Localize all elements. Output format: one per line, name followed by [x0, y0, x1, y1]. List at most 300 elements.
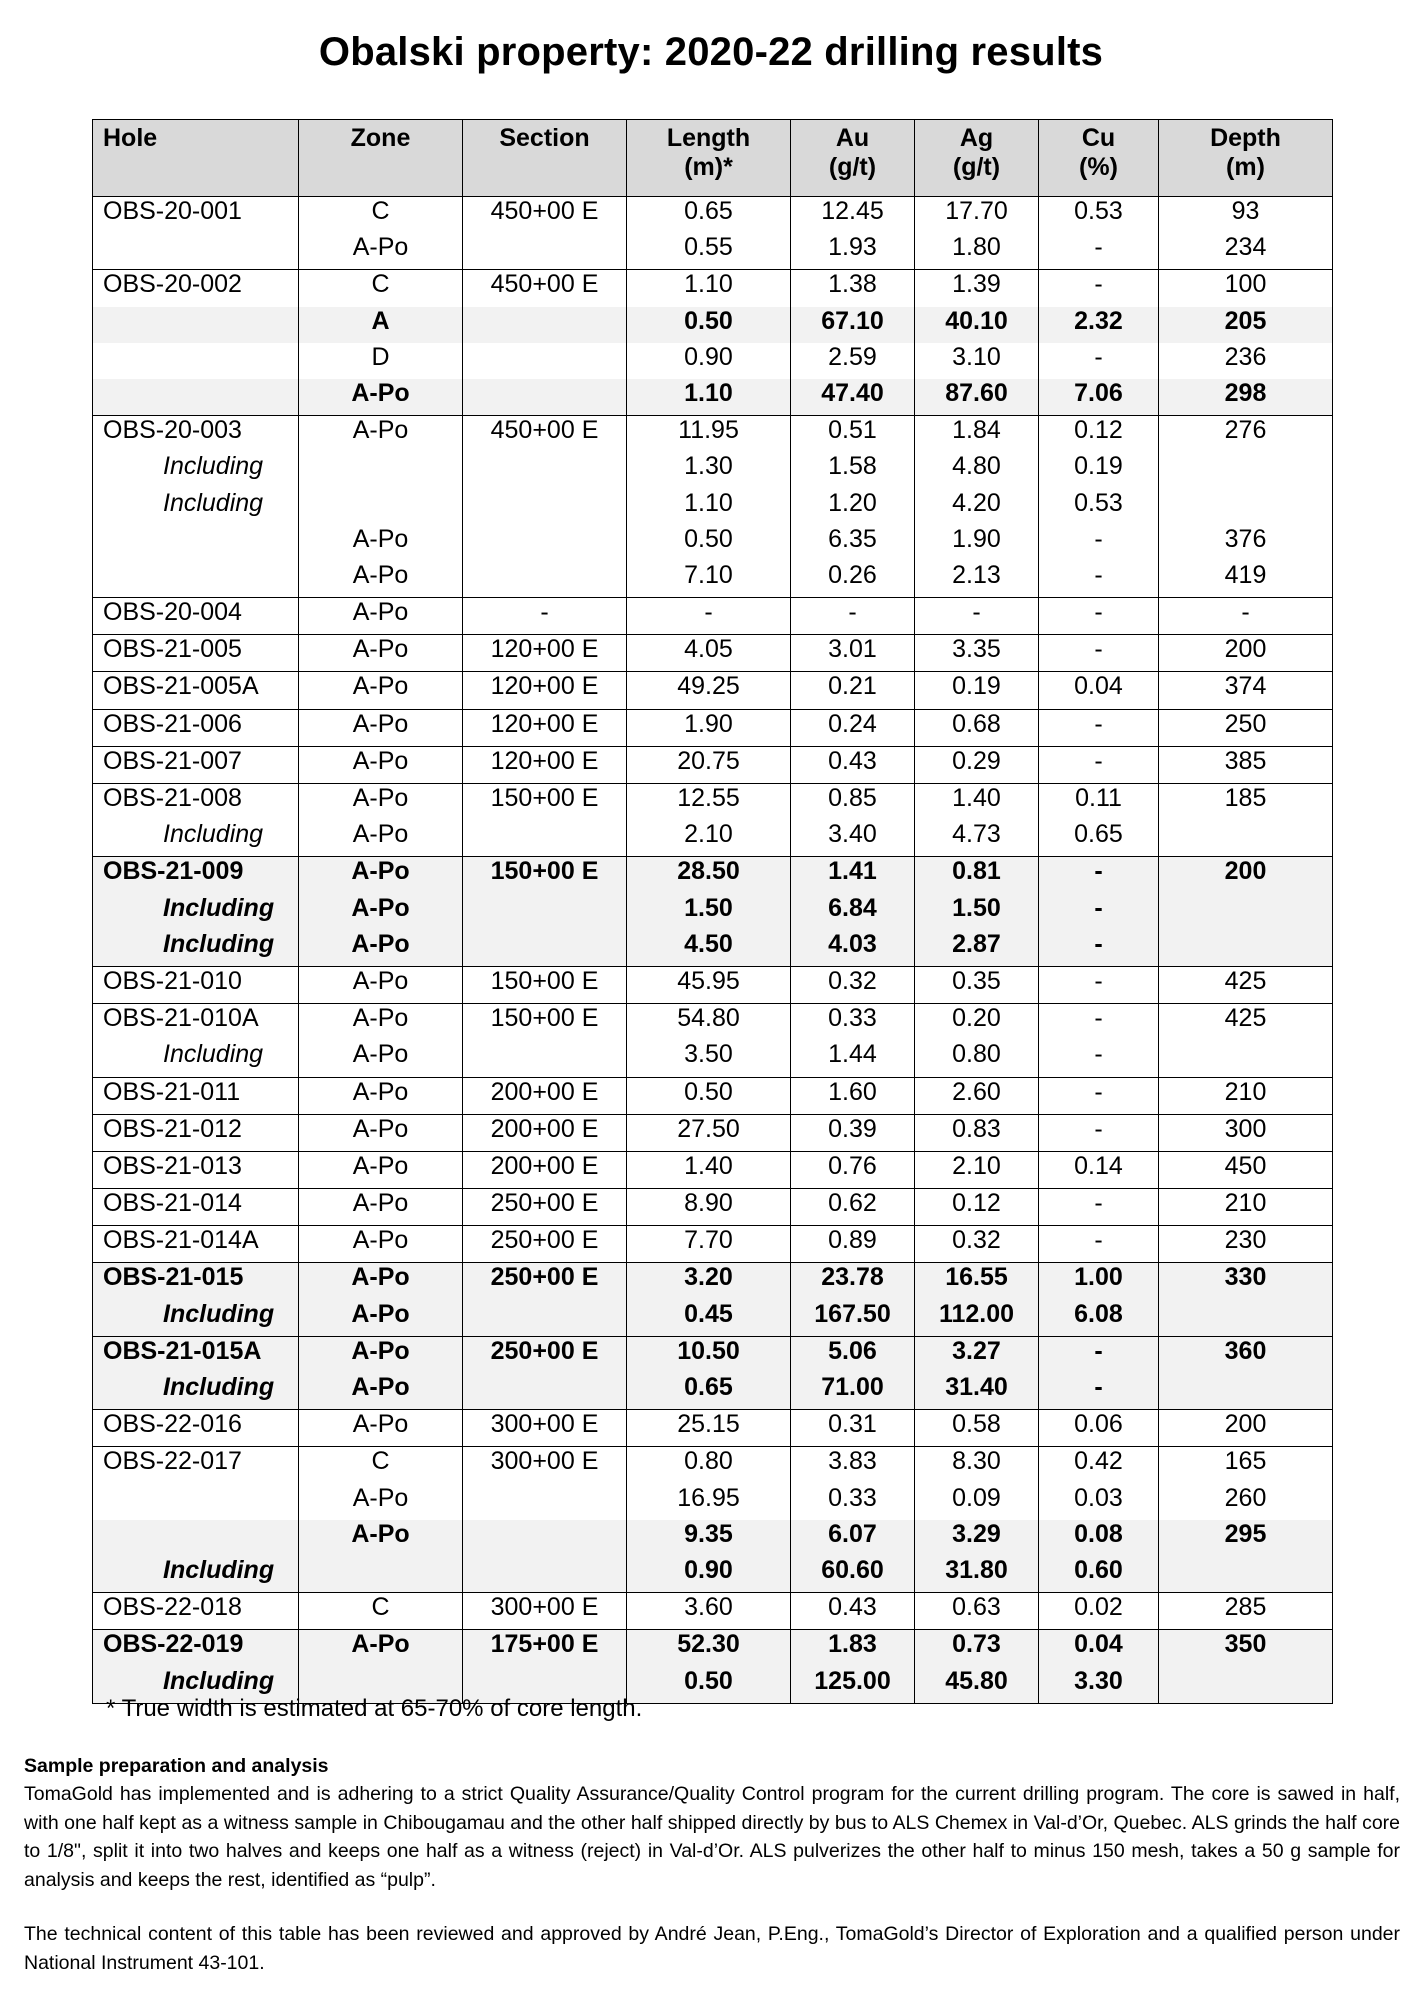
length-cell: 1.10 — [627, 270, 791, 307]
cu-cell: 2.32 — [1039, 307, 1159, 343]
section-cell: 250+00 E — [463, 1189, 627, 1226]
au-cell: 0.31 — [791, 1410, 915, 1447]
length-cell: 0.45 — [627, 1300, 791, 1337]
notes-paragraph-approval: The technical content of this table has been reviewed and approved by André Jean, P.Eng., TomaGold’s Director of Exploration and a qualified person under National Instrument 43-101. — [24, 1923, 1400, 1974]
table-row — [93, 672, 1333, 709]
ag-cell: 87.60 — [915, 379, 1039, 416]
hole-cell: OBS-21-005 — [93, 635, 299, 672]
au-cell: 5.06 — [791, 1336, 915, 1373]
depth-cell: 210 — [1159, 1077, 1333, 1114]
cu-cell: 0.19 — [1039, 452, 1159, 488]
column-header-unit: (m)* — [684, 152, 733, 181]
section-cell — [463, 233, 627, 270]
section-cell — [463, 561, 627, 598]
cu-cell: - — [1039, 1373, 1159, 1410]
column-header — [791, 120, 915, 197]
cu-cell: - — [1039, 233, 1159, 270]
depth-cell: 210 — [1159, 1189, 1333, 1226]
table-row — [93, 1520, 1333, 1556]
table-row — [93, 746, 1333, 783]
column-header-label: Hole — [103, 124, 158, 152]
length-cell: 8.90 — [627, 1189, 791, 1226]
au-cell: 125.00 — [791, 1667, 915, 1704]
ag-cell: 0.73 — [915, 1630, 1039, 1667]
depth-cell: 276 — [1159, 416, 1333, 453]
au-cell: 4.03 — [791, 930, 915, 967]
length-cell: 1.90 — [627, 709, 791, 746]
zone-cell: A-Po — [299, 416, 463, 453]
depth-cell: 285 — [1159, 1593, 1333, 1630]
au-cell: 0.85 — [791, 784, 915, 821]
cu-cell: 7.06 — [1039, 379, 1159, 416]
au-cell: 23.78 — [791, 1263, 915, 1300]
zone-cell: A-Po — [299, 820, 463, 857]
depth-cell: 185 — [1159, 784, 1333, 821]
hole-cell: OBS-21-015 — [93, 1263, 299, 1300]
hole-cell: Including — [93, 930, 299, 967]
column-header-label: Length — [666, 124, 751, 152]
au-cell: 1.41 — [791, 857, 915, 894]
ag-cell: 16.55 — [915, 1263, 1039, 1300]
length-cell: - — [627, 598, 791, 635]
hole-group — [93, 270, 1333, 416]
depth-cell — [1159, 1667, 1333, 1704]
zone-cell: A-Po — [299, 1484, 463, 1520]
cu-cell: - — [1039, 343, 1159, 379]
au-cell: 1.38 — [791, 270, 915, 307]
au-cell: 60.60 — [791, 1556, 915, 1593]
depth-cell — [1159, 1040, 1333, 1077]
depth-cell: 205 — [1159, 307, 1333, 343]
ag-cell: 1.39 — [915, 270, 1039, 307]
hole-cell — [93, 379, 299, 416]
length-cell: 16.95 — [627, 1484, 791, 1520]
zone-cell: A-Po — [299, 1263, 463, 1300]
cu-cell: - — [1039, 525, 1159, 561]
hole-cell: OBS-21-015A — [93, 1336, 299, 1373]
cu-cell: 0.14 — [1039, 1151, 1159, 1188]
table-row — [93, 894, 1333, 930]
section-cell: 450+00 E — [463, 416, 627, 453]
ag-cell: 0.19 — [915, 672, 1039, 709]
column-header-label: Zone — [350, 124, 411, 152]
ag-cell: 0.32 — [915, 1226, 1039, 1263]
cu-cell: - — [1039, 1114, 1159, 1151]
zone-cell: A-Po — [299, 746, 463, 783]
au-cell: 1.44 — [791, 1040, 915, 1077]
depth-cell: 93 — [1159, 197, 1333, 234]
section-cell: 250+00 E — [463, 1263, 627, 1300]
depth-cell: 419 — [1159, 561, 1333, 598]
column-header-unit: (%) — [1079, 152, 1118, 181]
au-cell: 6.84 — [791, 894, 915, 930]
depth-cell: 260 — [1159, 1484, 1333, 1520]
hole-group — [93, 672, 1333, 709]
cu-cell: 3.30 — [1039, 1667, 1159, 1704]
cu-cell: - — [1039, 1336, 1159, 1373]
hole-cell: OBS-21-014A — [93, 1226, 299, 1263]
hole-group — [93, 857, 1333, 967]
hole-group — [93, 1151, 1333, 1188]
zone-cell: D — [299, 343, 463, 379]
column-header — [463, 120, 627, 197]
cu-cell: - — [1039, 966, 1159, 1003]
zone-cell: A-Po — [299, 1226, 463, 1263]
au-cell: 3.01 — [791, 635, 915, 672]
cu-cell: 6.08 — [1039, 1300, 1159, 1337]
cu-cell: - — [1039, 561, 1159, 598]
hole-cell: OBS-21-008 — [93, 784, 299, 821]
depth-cell: 360 — [1159, 1336, 1333, 1373]
table-row — [93, 1447, 1333, 1484]
zone-cell: A-Po — [299, 709, 463, 746]
depth-cell: 230 — [1159, 1226, 1333, 1263]
table-row — [93, 930, 1333, 967]
hole-group — [93, 1077, 1333, 1114]
au-cell: 0.21 — [791, 672, 915, 709]
hole-group — [93, 1263, 1333, 1336]
cu-cell: 0.53 — [1039, 197, 1159, 234]
cu-cell: 0.11 — [1039, 784, 1159, 821]
cu-cell: 0.03 — [1039, 1484, 1159, 1520]
table-row — [93, 1556, 1333, 1593]
section-cell: 200+00 E — [463, 1114, 627, 1151]
au-cell: 0.51 — [791, 416, 915, 453]
ag-cell: 17.70 — [915, 197, 1039, 234]
table-row — [93, 966, 1333, 1003]
hole-cell: OBS-21-012 — [93, 1114, 299, 1151]
au-cell: 0.33 — [791, 1484, 915, 1520]
table-row — [93, 452, 1333, 488]
ag-cell: 3.35 — [915, 635, 1039, 672]
au-cell: 71.00 — [791, 1373, 915, 1410]
cu-cell: - — [1039, 270, 1159, 307]
table-row — [93, 197, 1333, 234]
hole-group — [93, 746, 1333, 783]
au-cell: - — [791, 598, 915, 635]
zone-cell: A-Po — [299, 379, 463, 416]
depth-cell: 374 — [1159, 672, 1333, 709]
length-cell: 1.10 — [627, 489, 791, 525]
hole-cell: Including — [93, 452, 299, 488]
length-cell: 1.10 — [627, 379, 791, 416]
column-header — [1159, 120, 1333, 197]
column-header-unit: (m) — [1226, 152, 1265, 181]
section-cell — [463, 452, 627, 488]
table-row — [93, 1263, 1333, 1300]
hole-group — [93, 709, 1333, 746]
depth-cell — [1159, 820, 1333, 857]
zone-cell: A-Po — [299, 1004, 463, 1041]
ag-cell: 0.63 — [915, 1593, 1039, 1630]
section-cell — [463, 1040, 627, 1077]
table-row — [93, 1151, 1333, 1188]
length-cell: 7.10 — [627, 561, 791, 598]
hole-group — [93, 1336, 1333, 1409]
hole-cell: OBS-22-016 — [93, 1410, 299, 1447]
depth-cell: 385 — [1159, 746, 1333, 783]
drilling-results-table — [92, 119, 1333, 1704]
table-row — [93, 307, 1333, 343]
table-row — [93, 784, 1333, 821]
zone-cell: A-Po — [299, 894, 463, 930]
ag-cell: 0.20 — [915, 1004, 1039, 1041]
zone-cell: C — [299, 1447, 463, 1484]
section-cell — [463, 1484, 627, 1520]
hole-cell — [93, 1520, 299, 1556]
ag-cell: 31.80 — [915, 1556, 1039, 1593]
depth-cell: 234 — [1159, 233, 1333, 270]
length-cell: 0.50 — [627, 525, 791, 561]
au-cell: 3.40 — [791, 820, 915, 857]
cu-cell: 0.42 — [1039, 1447, 1159, 1484]
length-cell: 1.40 — [627, 1151, 791, 1188]
hole-cell: OBS-21-014 — [93, 1189, 299, 1226]
column-header-unit: (g/t) — [952, 152, 1001, 181]
section-cell — [463, 1300, 627, 1337]
depth-cell: - — [1159, 598, 1333, 635]
zone-cell: A-Po — [299, 1300, 463, 1337]
zone-cell — [299, 489, 463, 525]
zone-cell: A-Po — [299, 1373, 463, 1410]
page-title: Obalski property: 2020-22 drilling results — [318, 30, 1104, 74]
column-header-label: Cu — [1081, 124, 1116, 152]
hole-cell: Including — [93, 1300, 299, 1337]
table-row — [93, 1040, 1333, 1077]
section-cell: - — [463, 598, 627, 635]
hole-group — [93, 1114, 1333, 1151]
ag-cell: 2.60 — [915, 1077, 1039, 1114]
depth-cell — [1159, 930, 1333, 967]
hole-cell — [93, 233, 299, 270]
table-row — [93, 598, 1333, 635]
section-cell — [463, 343, 627, 379]
au-cell: 6.07 — [791, 1520, 915, 1556]
au-cell: 0.43 — [791, 746, 915, 783]
zone-cell: A-Po — [299, 1151, 463, 1188]
section-cell — [463, 307, 627, 343]
table-row — [93, 233, 1333, 270]
depth-cell — [1159, 452, 1333, 488]
column-header-label: Au — [835, 124, 870, 152]
zone-cell: C — [299, 197, 463, 234]
table-row — [93, 635, 1333, 672]
table-row — [93, 1226, 1333, 1263]
depth-cell: 236 — [1159, 343, 1333, 379]
ag-cell: 3.10 — [915, 343, 1039, 379]
ag-cell: 4.73 — [915, 820, 1039, 857]
cu-cell: - — [1039, 857, 1159, 894]
ag-cell: 1.40 — [915, 784, 1039, 821]
hole-cell: OBS-20-002 — [93, 270, 299, 307]
hole-cell: Including — [93, 820, 299, 857]
cu-cell: - — [1039, 1189, 1159, 1226]
ag-cell: 0.83 — [915, 1114, 1039, 1151]
depth-cell: 425 — [1159, 1004, 1333, 1041]
length-cell: 0.50 — [627, 307, 791, 343]
ag-cell: 4.80 — [915, 452, 1039, 488]
column-header — [93, 120, 299, 197]
hole-group — [93, 1593, 1333, 1630]
length-cell: 0.65 — [627, 1373, 791, 1410]
depth-cell: 376 — [1159, 525, 1333, 561]
ag-cell: 0.12 — [915, 1189, 1039, 1226]
hole-group — [93, 635, 1333, 672]
ag-cell: 1.90 — [915, 525, 1039, 561]
depth-cell: 200 — [1159, 1410, 1333, 1447]
cu-cell: 0.60 — [1039, 1556, 1159, 1593]
ag-cell: 45.80 — [915, 1667, 1039, 1704]
ag-cell: 2.10 — [915, 1151, 1039, 1188]
table-row — [93, 1189, 1333, 1226]
au-cell: 3.83 — [791, 1447, 915, 1484]
length-cell: 10.50 — [627, 1336, 791, 1373]
depth-cell: 298 — [1159, 379, 1333, 416]
zone-cell: C — [299, 1593, 463, 1630]
zone-cell — [299, 1556, 463, 1593]
depth-cell — [1159, 489, 1333, 525]
zone-cell: A-Po — [299, 598, 463, 635]
section-cell: 300+00 E — [463, 1447, 627, 1484]
length-cell: 0.90 — [627, 343, 791, 379]
hole-cell: OBS-20-004 — [93, 598, 299, 635]
zone-cell: A-Po — [299, 930, 463, 967]
au-cell: 0.62 — [791, 1189, 915, 1226]
ag-cell: 0.68 — [915, 709, 1039, 746]
length-cell: 28.50 — [627, 857, 791, 894]
hole-cell: OBS-22-019 — [93, 1630, 299, 1667]
depth-cell: 200 — [1159, 635, 1333, 672]
zone-cell: A-Po — [299, 966, 463, 1003]
depth-cell: 300 — [1159, 1114, 1333, 1151]
hole-group — [93, 1189, 1333, 1226]
length-cell: 3.20 — [627, 1263, 791, 1300]
table-row — [93, 820, 1333, 857]
length-cell: 52.30 — [627, 1630, 791, 1667]
hole-cell: OBS-22-018 — [93, 1593, 299, 1630]
length-cell: 54.80 — [627, 1004, 791, 1041]
au-cell: 1.60 — [791, 1077, 915, 1114]
zone-cell: A-Po — [299, 525, 463, 561]
cu-cell: - — [1039, 930, 1159, 967]
au-cell: 1.83 — [791, 1630, 915, 1667]
cu-cell: 0.06 — [1039, 1410, 1159, 1447]
depth-cell: 425 — [1159, 966, 1333, 1003]
section-cell — [463, 820, 627, 857]
ag-cell: 0.29 — [915, 746, 1039, 783]
length-cell: 9.35 — [627, 1520, 791, 1556]
zone-cell: A-Po — [299, 635, 463, 672]
ag-cell: 2.87 — [915, 930, 1039, 967]
length-cell: 0.50 — [627, 1077, 791, 1114]
cu-cell: - — [1039, 1226, 1159, 1263]
table-row — [93, 857, 1333, 894]
depth-cell: 295 — [1159, 1520, 1333, 1556]
au-cell: 2.59 — [791, 343, 915, 379]
section-cell — [463, 894, 627, 930]
hole-group — [93, 1226, 1333, 1263]
footnote: * True width is estimated at 65-70% of core length. — [106, 1695, 643, 1722]
section-cell: 250+00 E — [463, 1336, 627, 1373]
zone-cell: A-Po — [299, 784, 463, 821]
depth-cell — [1159, 1556, 1333, 1593]
table-row — [93, 343, 1333, 379]
depth-cell: 450 — [1159, 1151, 1333, 1188]
column-header-unit: (g/t) — [828, 152, 877, 181]
hole-cell: OBS-21-010 — [93, 966, 299, 1003]
au-cell: 167.50 — [791, 1300, 915, 1337]
length-cell: 49.25 — [627, 672, 791, 709]
hole-cell: Including — [93, 894, 299, 930]
column-header-label: Ag — [959, 124, 994, 152]
cu-cell: 1.00 — [1039, 1263, 1159, 1300]
au-cell: 47.40 — [791, 379, 915, 416]
au-cell: 1.20 — [791, 489, 915, 525]
au-cell: 0.33 — [791, 1004, 915, 1041]
zone-cell: A-Po — [299, 857, 463, 894]
section-cell — [463, 1556, 627, 1593]
cu-cell: 0.53 — [1039, 489, 1159, 525]
section-cell — [463, 1520, 627, 1556]
table-row — [93, 379, 1333, 416]
ag-cell: 0.35 — [915, 966, 1039, 1003]
au-cell: 0.24 — [791, 709, 915, 746]
length-cell: 0.90 — [627, 1556, 791, 1593]
hole-group — [93, 598, 1333, 635]
table-row — [93, 1593, 1333, 1630]
au-cell: 0.32 — [791, 966, 915, 1003]
length-cell: 2.10 — [627, 820, 791, 857]
hole-cell: OBS-20-001 — [93, 197, 299, 234]
au-cell: 0.89 — [791, 1226, 915, 1263]
section-cell: 450+00 E — [463, 270, 627, 307]
zone-cell: A-Po — [299, 1077, 463, 1114]
cu-cell: - — [1039, 1077, 1159, 1114]
section-cell: 175+00 E — [463, 1630, 627, 1667]
table-row — [93, 416, 1333, 453]
ag-cell: 2.13 — [915, 561, 1039, 598]
length-cell: 12.55 — [627, 784, 791, 821]
cu-cell: - — [1039, 598, 1159, 635]
depth-cell: 250 — [1159, 709, 1333, 746]
length-cell: 0.65 — [627, 197, 791, 234]
ag-cell: 112.00 — [915, 1300, 1039, 1337]
zone-cell: A-Po — [299, 672, 463, 709]
section-cell: 150+00 E — [463, 1004, 627, 1041]
au-cell: 1.93 — [791, 233, 915, 270]
cu-cell: - — [1039, 1040, 1159, 1077]
notes-section — [24, 1752, 1400, 1977]
hole-group — [93, 1447, 1333, 1593]
table-row — [93, 561, 1333, 598]
au-cell: 1.58 — [791, 452, 915, 488]
column-header — [1039, 120, 1159, 197]
length-cell: 11.95 — [627, 416, 791, 453]
hole-cell: OBS-21-013 — [93, 1151, 299, 1188]
length-cell: 25.15 — [627, 1410, 791, 1447]
section-cell: 150+00 E — [463, 857, 627, 894]
ag-cell: 31.40 — [915, 1373, 1039, 1410]
column-header — [915, 120, 1039, 197]
length-cell: 7.70 — [627, 1226, 791, 1263]
ag-cell: 1.80 — [915, 233, 1039, 270]
hole-cell: Including — [93, 1667, 299, 1704]
depth-cell — [1159, 1300, 1333, 1337]
zone-cell — [299, 452, 463, 488]
ag-cell: 0.58 — [915, 1410, 1039, 1447]
ag-cell: 40.10 — [915, 307, 1039, 343]
hole-cell: Including — [93, 1556, 299, 1593]
